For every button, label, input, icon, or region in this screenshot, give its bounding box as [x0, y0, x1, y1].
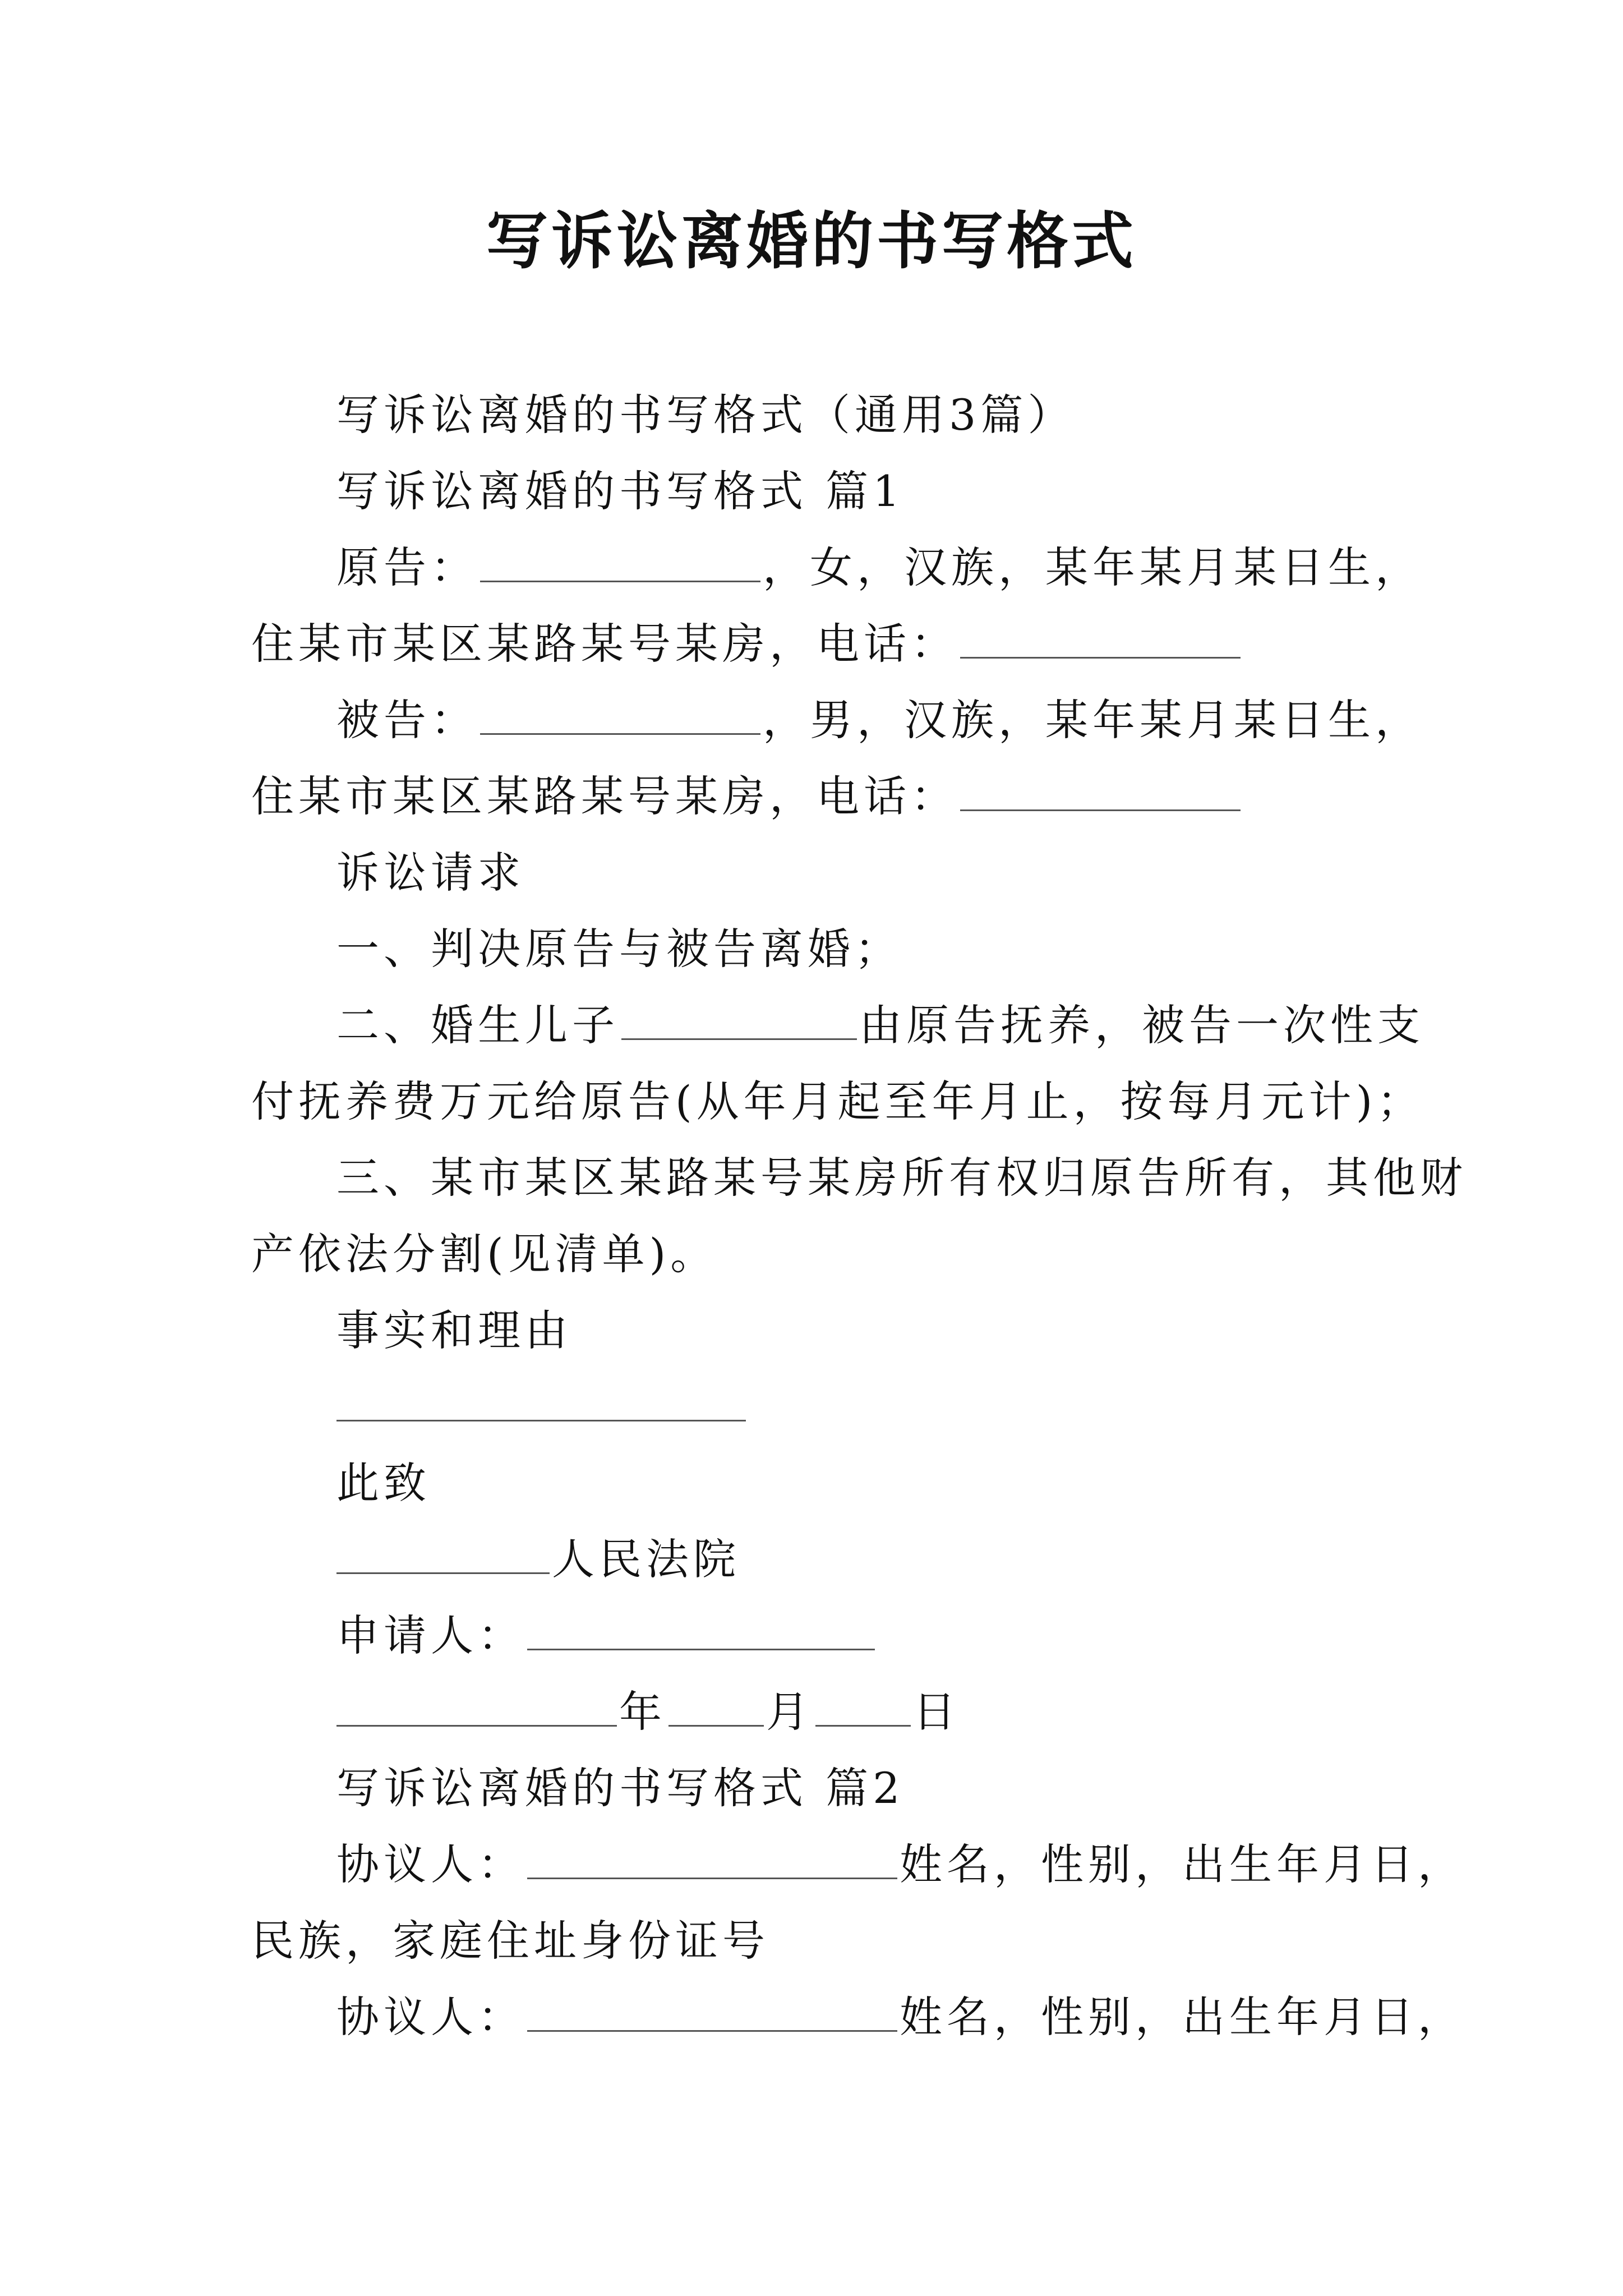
defendant-label: 被告： — [336, 695, 478, 745]
facts-blank — [336, 1381, 746, 1421]
party-one-blank — [527, 1838, 897, 1879]
party-one-label: 协议人： — [336, 1839, 525, 1889]
defendant-address: 住某市某区某路某号某房，电话： — [251, 771, 958, 821]
party-two-blank — [527, 1991, 897, 2032]
party-one-line — [336, 1837, 1465, 1893]
claim-two-suffix: 由原告抚养，被告一次性支 — [859, 1000, 1424, 1050]
year-blank — [336, 1686, 617, 1727]
month-blank — [668, 1686, 764, 1727]
party-one-continuation: 民族，家庭住址身份证号 — [251, 1916, 769, 1966]
court-name-blank — [336, 1533, 550, 1574]
applicant-line — [336, 1608, 877, 1664]
defendant-details: ，男，汉族，某年某月某日生， — [763, 695, 1422, 745]
date-day-label: 日 — [913, 1687, 960, 1737]
party-two-label: 协议人： — [336, 1992, 525, 2042]
party-one-details: 姓名，性别，出生年月日， — [900, 1839, 1465, 1889]
day-blank — [815, 1686, 911, 1727]
claim-three-continuation: 产依法分割(见清单)。 — [251, 1229, 718, 1279]
son-name-blank — [621, 999, 857, 1040]
date-year-label: 年 — [619, 1687, 666, 1737]
salutation: 此致 — [336, 1458, 431, 1508]
plaintiff-address: 住某市某区某路某号某房，电话： — [251, 619, 958, 669]
claim-one: 一、判决原告与被告离婚； — [336, 924, 902, 974]
court-line — [336, 1531, 740, 1588]
claim-two-continuation: 付抚养费万元给原告(从年月起至年月止，按每月元计)； — [251, 1076, 1424, 1126]
date-month-label: 月 — [766, 1687, 813, 1737]
document-subtitle: 写诉讼离婚的书写格式（通用3篇） — [336, 390, 1075, 440]
claims-heading: 诉讼请求 — [336, 848, 525, 898]
document-title: 写诉讼离婚的书写格式 — [486, 205, 1137, 277]
defendant-name-blank — [480, 694, 760, 735]
date-line — [336, 1684, 960, 1740]
party-two-details: 姓名，性别，出生年月日， — [900, 1992, 1465, 2042]
plaintiff-phone-blank — [960, 618, 1241, 659]
defendant-address-line — [251, 769, 1243, 825]
section2-heading: 写诉讼离婚的书写格式 篇2 — [336, 1763, 905, 1813]
plaintiff-details: ，女，汉族，某年某月某日生， — [763, 542, 1422, 592]
court-label: 人民法院 — [552, 1534, 740, 1584]
plaintiff-label: 原告： — [336, 542, 478, 592]
facts-heading: 事实和理由 — [336, 1305, 572, 1355]
party-two-line — [336, 1989, 1465, 2045]
applicant-label: 申请人： — [336, 1611, 525, 1660]
claim-two-line — [336, 997, 1424, 1053]
defendant-phone-blank — [960, 770, 1241, 811]
plaintiff-name-blank — [480, 541, 760, 582]
facts-blank-line — [336, 1379, 748, 1435]
section1-heading: 写诉讼离婚的书写格式 篇1 — [336, 466, 905, 516]
claim-two-prefix: 二、婚生儿子 — [336, 1000, 619, 1050]
applicant-blank — [527, 1609, 875, 1650]
plaintiff-line — [336, 540, 1422, 596]
defendant-line — [336, 692, 1422, 748]
claim-three: 三、某市某区某路某号某房所有权归原告所有，其他财 — [336, 1153, 1467, 1203]
plaintiff-address-line — [251, 616, 1243, 672]
